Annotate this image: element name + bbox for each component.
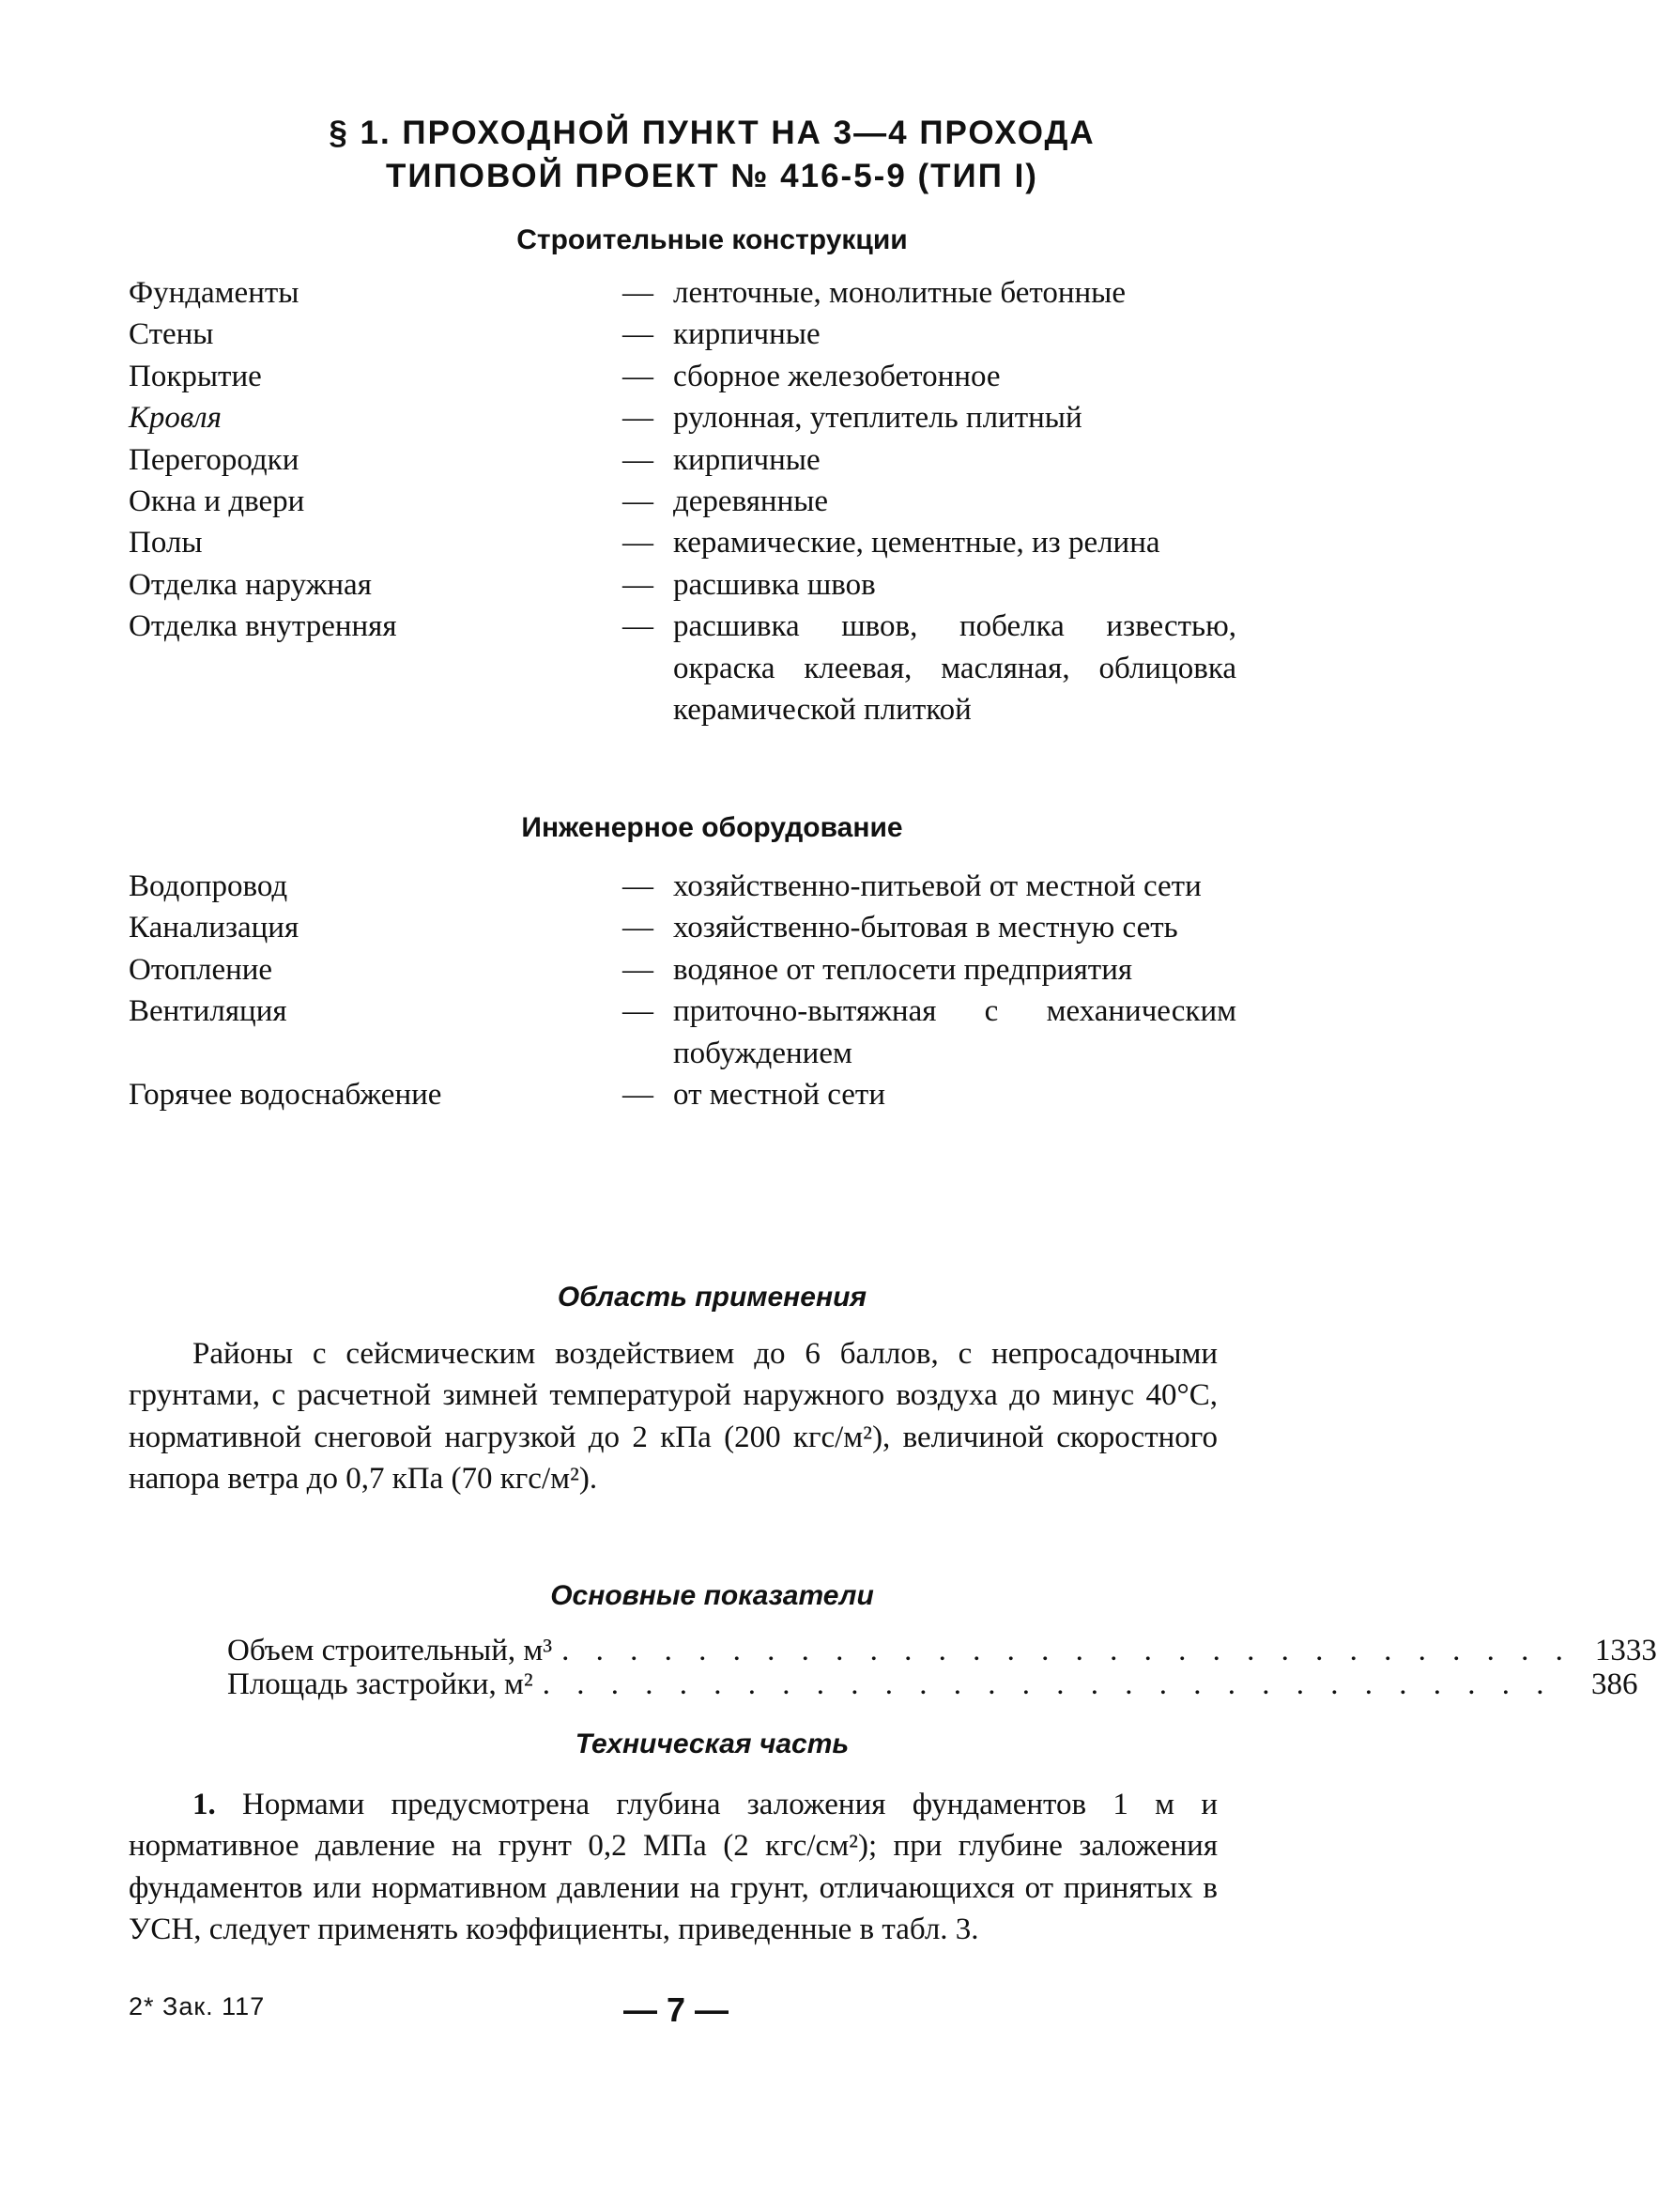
indicator-label: Площадь застройки, м²: [227, 1667, 533, 1701]
construction-name: Полы: [129, 526, 203, 561]
dot-leader: . . . . . . . . . . . . . . . . . . . . . . . . . . . . . .: [561, 1634, 1573, 1667]
dash: —: [622, 869, 653, 903]
dash: —: [622, 952, 653, 987]
engineering-value: от местной сети: [673, 1078, 886, 1113]
construction-name: Фундаменты: [129, 276, 299, 310]
engineering-value: хозяйственно-питьевой от местной сети: [673, 869, 1202, 903]
engineering-name: Водопровод: [129, 869, 288, 903]
engineering-name: Отопление: [129, 952, 273, 987]
construction-row: [129, 439, 1236, 481]
construction-row: [129, 397, 1236, 438]
construction-row: [129, 522, 1236, 563]
application-text: Районы с сейсмическим воздействием до 6 баллов, с непросадочными грунтами, с расчетной зимней температурой наружного воздуха до минус 40°С, нормативной снеговой нагрузкой до 2 кПа (200 кгс/м²), величиной скоростного напора ветра до 0,7 кПа (70 кгс/м²).: [129, 1337, 1218, 1497]
indicator-value: 1333: [1594, 1634, 1657, 1667]
technical-heading: Техническая часть: [575, 1728, 850, 1759]
dash: —: [622, 911, 653, 945]
dash: —: [622, 567, 653, 602]
construction-name: Отделка внутренняя: [129, 609, 397, 644]
engineering-name: Канализация: [129, 911, 299, 945]
engineering-row: [129, 866, 1236, 907]
project-title: ТИПОВОЙ ПРОЕКТ № 416-5-9 (ТИП I): [386, 158, 1038, 194]
clause-number: 1.: [192, 1788, 216, 1821]
indicators-heading: Основные показатели: [550, 1580, 874, 1611]
construction-value: керамические, цементные, из релина: [673, 526, 1160, 561]
dash: —: [622, 276, 653, 310]
engineering-row: [129, 991, 1236, 1074]
page-number: — 7 —: [622, 1990, 729, 2029]
dash: —: [622, 442, 653, 477]
construction-list: [129, 272, 1236, 730]
technical-text: [129, 1784, 1218, 1951]
engineering-row: [129, 907, 1236, 948]
indicator-row: [227, 1667, 1638, 1701]
indicator-value: 386: [1590, 1667, 1638, 1701]
dash: —: [622, 484, 653, 519]
construction-row: [129, 481, 1236, 522]
construction-value: кирпичные: [673, 442, 821, 477]
construction-name: Покрытие: [129, 359, 262, 393]
engineering-list: [129, 866, 1236, 1115]
construction-name: Окна и двери: [129, 484, 305, 519]
construction-value: ленточные, монолитные бетонные: [673, 276, 1126, 310]
indicator-label: Объем строительный, м³: [227, 1634, 553, 1667]
engineering-value: водяное от теплосети предприятия: [673, 952, 1133, 987]
construction-value: деревянные: [673, 484, 829, 519]
engineering-row: [129, 1074, 1236, 1115]
engineering-value: приточно-вытяжная с механическим побуждением: [673, 994, 1236, 1070]
dot-leader: . . . . . . . . . . . . . . . . . . . . . . . . . . . . . .: [542, 1667, 1554, 1701]
construction-value: сборное железобетонное: [673, 359, 1001, 393]
dash: —: [622, 994, 653, 1029]
construction-name: Перегородки: [129, 442, 299, 477]
indicator-row: [227, 1634, 1657, 1667]
dash: —: [622, 317, 653, 352]
construction-name: Отделка наружная: [129, 567, 372, 602]
section-title: § 1. ПРОХОДНОЙ ПУНКТ НА 3—4 ПРОХОДА: [329, 115, 1096, 151]
dash: —: [622, 359, 653, 393]
order-mark: 2* Зак. 117: [129, 1992, 266, 2020]
dash: —: [622, 609, 653, 644]
indicators-table: [227, 1634, 1657, 1701]
construction-value: расшивка швов, побелка известью, окраска клеевая, масляная, облицовка керамической плиткой: [673, 609, 1236, 728]
application-heading: Область применения: [557, 1282, 867, 1313]
construction-value: расшивка швов: [673, 567, 876, 602]
engineering-value: хозяйственно-бытовая в местную сеть: [673, 911, 1178, 945]
dash: —: [622, 401, 653, 436]
construction-row: [129, 272, 1236, 314]
construction-name: Стены: [129, 317, 214, 352]
dash: —: [622, 1078, 653, 1113]
construction-value: рулонная, утеплитель плитный: [673, 401, 1082, 436]
construction-value: кирпичные: [673, 317, 821, 352]
construction-heading: Строительные конструкции: [516, 224, 908, 255]
engineering-heading: Инженерное оборудование: [521, 812, 903, 843]
construction-row: [129, 356, 1236, 397]
engineering-name: Вентиляция: [129, 994, 287, 1029]
engineering-name: Горячее водоснабжение: [129, 1078, 442, 1113]
construction-row: [129, 564, 1236, 606]
construction-name: Кровля: [129, 401, 222, 436]
construction-row: [129, 606, 1236, 730]
clause-text: Нормами предусмотрена глубина заложения фундаментов 1 м и нормативное давление на грунт 0,2 МПа (2 кгс/см²); при глубине заложения фундаментов или нормативном давлении на грунт, отличающихся от принятых в УСН, следует применять коэффициенты, приведенные в табл. 3.: [129, 1788, 1219, 1947]
engineering-row: [129, 949, 1236, 991]
construction-row: [129, 314, 1236, 355]
dash: —: [622, 526, 653, 561]
